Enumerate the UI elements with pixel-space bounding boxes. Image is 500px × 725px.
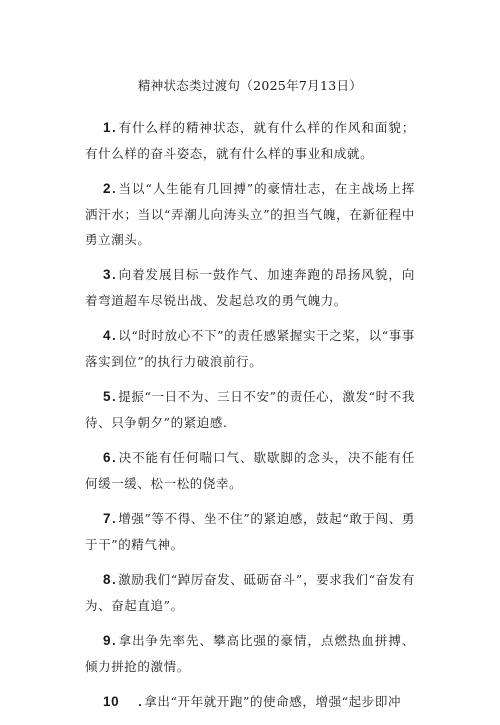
item-text: 有什么样的精神状态，就有什么样的作风和面貌；有什么样的奋斗姿态，就有什么样的事业和成就。 (85, 120, 415, 161)
list-item: 9. 拿出争先率先、攀高比强的豪情，点燃热血拼搏、倾力拼抢的激情。 (85, 633, 415, 674)
item-text: 当以“人生能有几回搏”的豪情壮志，在主战场上挥洒汗水；当以“弄潮儿向涛头立”的担当气魄，在新征程中勇立潮头。 (85, 181, 415, 247)
item-text: 向着发展目标一鼓作气、加速奔跑的昂扬风貌，向着弯道超车尽锐出战、发起总攻的勇气魄力。 (85, 267, 415, 308)
list-item: 5. 提振“一日不为、三日不安”的责任心，激发“时不我待、只争朝夕”的紧迫感. (85, 389, 415, 430)
list-item: 7. 增强”等不得、坐不住”的紧迫感，鼓起“敢于闯、勇于干”的精气神。 (85, 511, 415, 552)
list-item: 1. 有什么样的精神状态，就有什么样的作风和面貌；有什么样的奋斗姿态，就有什么样的事业和成就。 (85, 120, 415, 161)
item-number: 3 (103, 267, 112, 282)
list-item: 4. 以“时时放心不下”的责任感紧握实干之桨，以“事事落实到位”的执行力破浪前行。 (85, 328, 415, 369)
item-number: 9 (103, 633, 112, 648)
item-number: 10 (103, 694, 120, 709)
item-number: 7 (103, 511, 112, 526)
item-text: 激励我们“踔厉奋发、砥砺奋斗”，要求我们“奋发有为、奋起直追”。 (85, 572, 415, 613)
item-number: 4 (103, 328, 112, 343)
item-text: 增强”等不得、坐不住”的紧迫感，鼓起“敢于闯、勇于干”的精气神。 (85, 511, 415, 552)
item-text: 以“时时放心不下”的责任感紧握实干之桨，以“事事落实到位”的执行力破浪前行。 (85, 328, 415, 369)
item-text: 拿出“开年就开跑”的使命感，增强“起步即冲 (144, 694, 402, 709)
item-text: 拿出争先率先、攀高比强的豪情，点燃热血拼搏、倾力拼抢的激情。 (85, 633, 415, 674)
item-number: 1 (103, 120, 112, 135)
list-item: 2. 当以“人生能有几回搏”的豪情壮志，在主战场上挥洒汗水；当以“弄潮儿向涛头立”的担当气魄，在新征程中勇立潮头。 (85, 181, 415, 247)
list-item: 8. 激励我们“踔厉奋发、砥砺奋斗”，要求我们“奋发有为、奋起直追”。 (85, 572, 415, 613)
list-item: 3. 向着发展目标一鼓作气、加速奔跑的昂扬风貌，向着弯道超车尽锐出战、发起总攻的勇气魄力。 (85, 267, 415, 308)
item-text: 提振“一日不为、三日不安”的责任心，激发“时不我待、只争朝夕”的紧迫感. (85, 389, 415, 430)
item-number: 8 (103, 572, 112, 587)
list-item: 10 . 拿出“开年就开跑”的使命感，增强“起步即冲 (103, 694, 402, 709)
list-item: 6. 决不能有任何喘口气、歇歇脚的念头，决不能有任何缓一缓、松一松的侥幸。 (85, 450, 415, 491)
item-number: 2 (103, 181, 112, 196)
page-title: 精神状态类过渡句（2025年7月13日） (137, 78, 363, 93)
item-list (85, 115, 415, 725)
item-text: 决不能有任何喘口气、歇歇脚的念头，决不能有任何缓一缓、松一松的侥幸。 (85, 450, 415, 491)
item-number: 5 (103, 389, 112, 404)
item-number: 6 (103, 450, 112, 465)
